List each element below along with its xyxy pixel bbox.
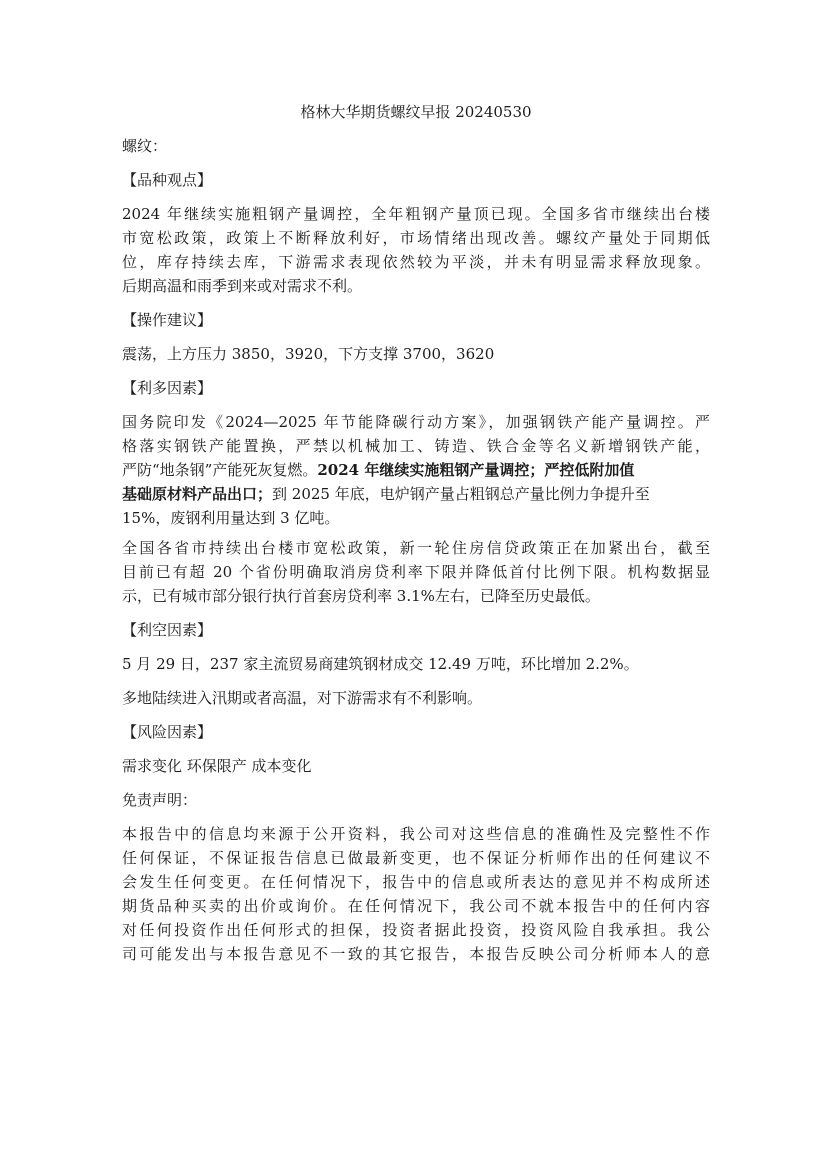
bullish-line-mixed	[122, 458, 710, 482]
bullish-heading: 【利多因素】	[122, 379, 213, 397]
disclaimer-line: 对任何投资作出任何形式的担保，投资者据此投资，投资风险自我承担。我公	[122, 921, 710, 939]
disclaimer-line: 会发生任何变更。在任何情况下，报告中的信息或所表达的意见并不构成所述	[122, 873, 710, 891]
bearish-text: 多地陆续进入汛期或者高温，对下游需求有不利影响。	[122, 689, 483, 707]
bullish-line: 国务院印发《2024—2025 年节能降碳行动方案》，加强钢铁产能产量调控。严	[122, 413, 710, 431]
bullish-line-mixed	[122, 482, 710, 506]
bullish-text-bold: 基础原材料产品出口；	[122, 485, 273, 503]
bullish-paragraph-2	[122, 536, 710, 608]
advice-heading: 【操作建议】	[122, 311, 213, 329]
view-paragraph	[122, 202, 710, 298]
disclaimer-paragraph	[122, 822, 710, 966]
bullish-line: 格落实钢铁产能置换，严禁以机械加工、铸造、铁合金等名义新增钢铁产能，	[122, 437, 710, 455]
bearish-text: 5 月 29 日，237 家主流贸易商建筑钢材成交 12.49 万吨，环比增加 2.2%。	[122, 655, 639, 673]
disclaimer-line: 任何保证，不保证报告信息已做最新变更，也不保证分析师作出的任何建议不	[122, 849, 710, 867]
disclaimer-line: 期货品种买卖的出价或询价。在任何情况下，我公司不就本报告中的任何内容	[122, 897, 710, 915]
view-line: 市宽松政策，政策上不断释放利好，市场情绪出现改善。螺纹产量处于同期低	[122, 229, 710, 247]
risk-heading: 【风险因素】	[122, 723, 213, 741]
view-heading: 【品种观点】	[122, 171, 213, 189]
advice-text: 震荡，上方压力 3850，3920，下方支撑 3700，3620	[122, 345, 495, 363]
bullish-line: 示，已有城市部分银行执行首套房贷利率 3.1%左右，已降至历史最低。	[122, 587, 600, 605]
bullish-line: 15%，废钢利用量达到 3 亿吨。	[122, 509, 340, 527]
risk-text: 需求变化 环保限产 成本变化	[122, 757, 312, 775]
disclaimer-line: 司可能发出与本报告意见不一致的其它报告，本报告反映公司分析师本人的意	[122, 945, 710, 963]
disclaimer-line: 本报告中的信息均来源于公开资料，我公司对这些信息的准确性及完整性不作	[122, 825, 710, 843]
bullish-line: 目前已有超 20 个省份明确取消房贷利率下限并降低首付比例下限。机构数据显	[122, 563, 710, 581]
view-line: 后期高温和雨季到来或对需求不利。	[122, 277, 363, 295]
report-page	[122, 100, 710, 976]
bullish-text-plain: 严防“地条钢”产能死灰复燃。	[122, 461, 318, 479]
bullish-text-plain: 到 2025 年底，电炉钢产量占粗钢总产量比例力争提升至	[272, 485, 650, 503]
report-title: 格林大华期货螺纹早报 20240530	[300, 103, 532, 121]
bearish-heading: 【利空因素】	[122, 621, 213, 639]
view-line: 2024 年继续实施粗钢产量调控，全年粗钢产量顶已现。全国多省市继续出台楼	[122, 205, 710, 223]
bullish-paragraph-1	[122, 410, 710, 530]
view-line: 位，库存持续去库，下游需求表现依然较为平淡，并未有明显需求释放现象。	[122, 253, 710, 271]
bullish-line: 全国各省市持续出台楼市宽松政策，新一轮住房信贷政策正在加紧出台，截至	[122, 539, 710, 557]
disclaimer-heading: 免责声明：	[122, 791, 198, 809]
bullish-text-bold: 2024 年继续实施粗钢产量调控；严控低附加值	[317, 461, 635, 479]
commodity-label: 螺纹：	[122, 137, 168, 155]
